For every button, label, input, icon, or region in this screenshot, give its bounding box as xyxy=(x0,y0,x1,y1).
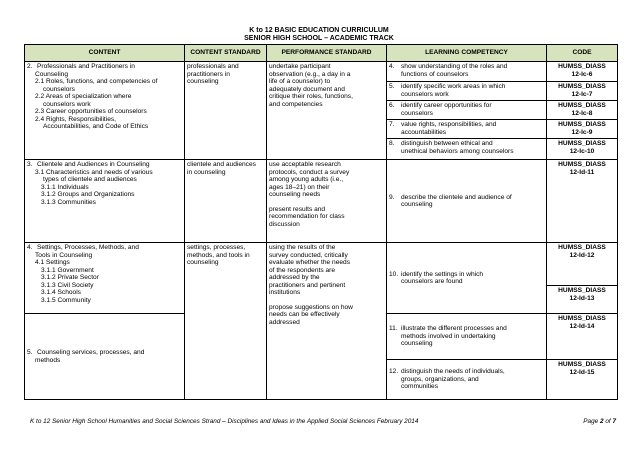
content-standard-cell: professionals and practitioners in counseling xyxy=(185,62,267,160)
table-row xyxy=(25,243,618,286)
table-row xyxy=(25,62,618,82)
header-content-standard: CONTENT STANDARD xyxy=(185,45,267,62)
content-cell: 5. Counseling services, processes, and methods xyxy=(25,314,185,400)
content-standard-cell: clientele and audiences in counseling xyxy=(185,160,267,243)
competency-cell: 9. describe the clientele and audience of counseling xyxy=(387,160,547,243)
competency-cell: 5. identify specific work areas in which counselors work xyxy=(387,82,547,101)
performance-standard-cell: undertake participant observation (e.g., a day in a life of a counselor) to adequately document and critique their roles, functions, and competencies xyxy=(267,62,387,160)
code-cell: HUMSS_DIASS 12-Id-14 xyxy=(547,314,618,360)
header-code: CODE xyxy=(547,45,618,62)
code-cell: HUMSS_DIASS 12-Ic-7 xyxy=(547,82,618,101)
page-number: Page 2 of 7 xyxy=(583,418,616,425)
competency-cell: 7. value rights, responsibilities, and accountabilities xyxy=(387,120,547,139)
code-cell: HUMSS_DIASS 12-Ic-8 xyxy=(547,101,618,120)
competency-cell: 4. show understanding of the roles and functions of counselors xyxy=(387,62,547,82)
code-cell: HUMSS_DIASS 12-Ic-6 xyxy=(547,62,618,82)
competency-cell: 11. illustrate the different processes and methods involved in undertaking counseling xyxy=(387,314,547,360)
footer-text: K to 12 Senior High School Humanities and Social Sciences Strand – Disciplines and Ideas in the Applied Social Sciences February 2014 xyxy=(30,418,419,425)
curriculum-table xyxy=(24,44,618,400)
competency-cell: 12. distinguish the needs of individuals, groups, organizations, and communities xyxy=(387,360,547,400)
content-cell: 3. Clientele and Audiences in Counseling 3.1 Characteristics and needs of various types of clientele and audiences 3.1.1 Individuals 3.1.2 Groups and Organizations 3.1.3 Communities xyxy=(25,160,185,243)
header-performance-standard: PERFORMANCE STANDARD xyxy=(267,45,387,62)
competency-cell: 8. distinguish between ethical and unethical behaviors among counselors xyxy=(387,139,547,160)
code-cell: HUMSS_DIASS 12-Id-13 xyxy=(547,286,618,314)
page-footer xyxy=(30,418,616,426)
code-cell: HUMSS_DIASS 12-Ic-10 xyxy=(547,139,618,160)
header-learning-competency: LEARNING COMPETENCY xyxy=(387,45,547,62)
content-cell: 2. Professionals and Practitioners in Counseling 2.1 Roles, functions, and competencies of counselors 2.2 Areas of specialization where counselors work 2.3 Career opportunities of counselors 2.4 Rights, Responsibilities, Accountabilities, and Code of Ethics xyxy=(25,62,185,160)
performance-standard-cell: use acceptable research protocols, conduct a survey among young adults (i.e., ages 18–21) on their counseling needs present results and recommendation for class discussion xyxy=(267,160,387,243)
code-cell: HUMSS_DIASS 12-Id-11 xyxy=(547,160,618,243)
performance-standard-cell: using the results of the survey conducted, critically evaluate whether the needs of the respondents are addressed by the practitioners and pertinent institutions propose suggestions on how needs can be effectively addressed xyxy=(267,243,387,400)
code-cell: HUMSS_DIASS 12-Ic-9 xyxy=(547,120,618,139)
track-title: SENIOR HIGH SCHOOL – ACADEMIC TRACK xyxy=(244,35,394,42)
header-content: CONTENT xyxy=(25,45,185,62)
content-cell: 4. Settings, Processes, Methods, and Tools in Counseling 4.1 Settings 3.1.1 Government 3.1.2 Private Sector 3.1.3 Civil Society 3.1.4 Schools 3.1.5 Community xyxy=(25,243,185,314)
code-cell: HUMSS_DIASS 12-Id-12 xyxy=(547,243,618,286)
curriculum-title: K to 12 BASIC EDUCATION CURRICULUM xyxy=(249,27,389,34)
competency-cell: 10. identify the settings in which counselors are found xyxy=(387,243,547,314)
code-cell: HUMSS_DIASS 12-Id-15 xyxy=(547,360,618,400)
competency-cell: 6. identify career opportunities for counselors xyxy=(387,101,547,120)
content-standard-cell: settings, processes, methods, and tools in counseling xyxy=(185,243,267,400)
table-row xyxy=(25,160,618,243)
